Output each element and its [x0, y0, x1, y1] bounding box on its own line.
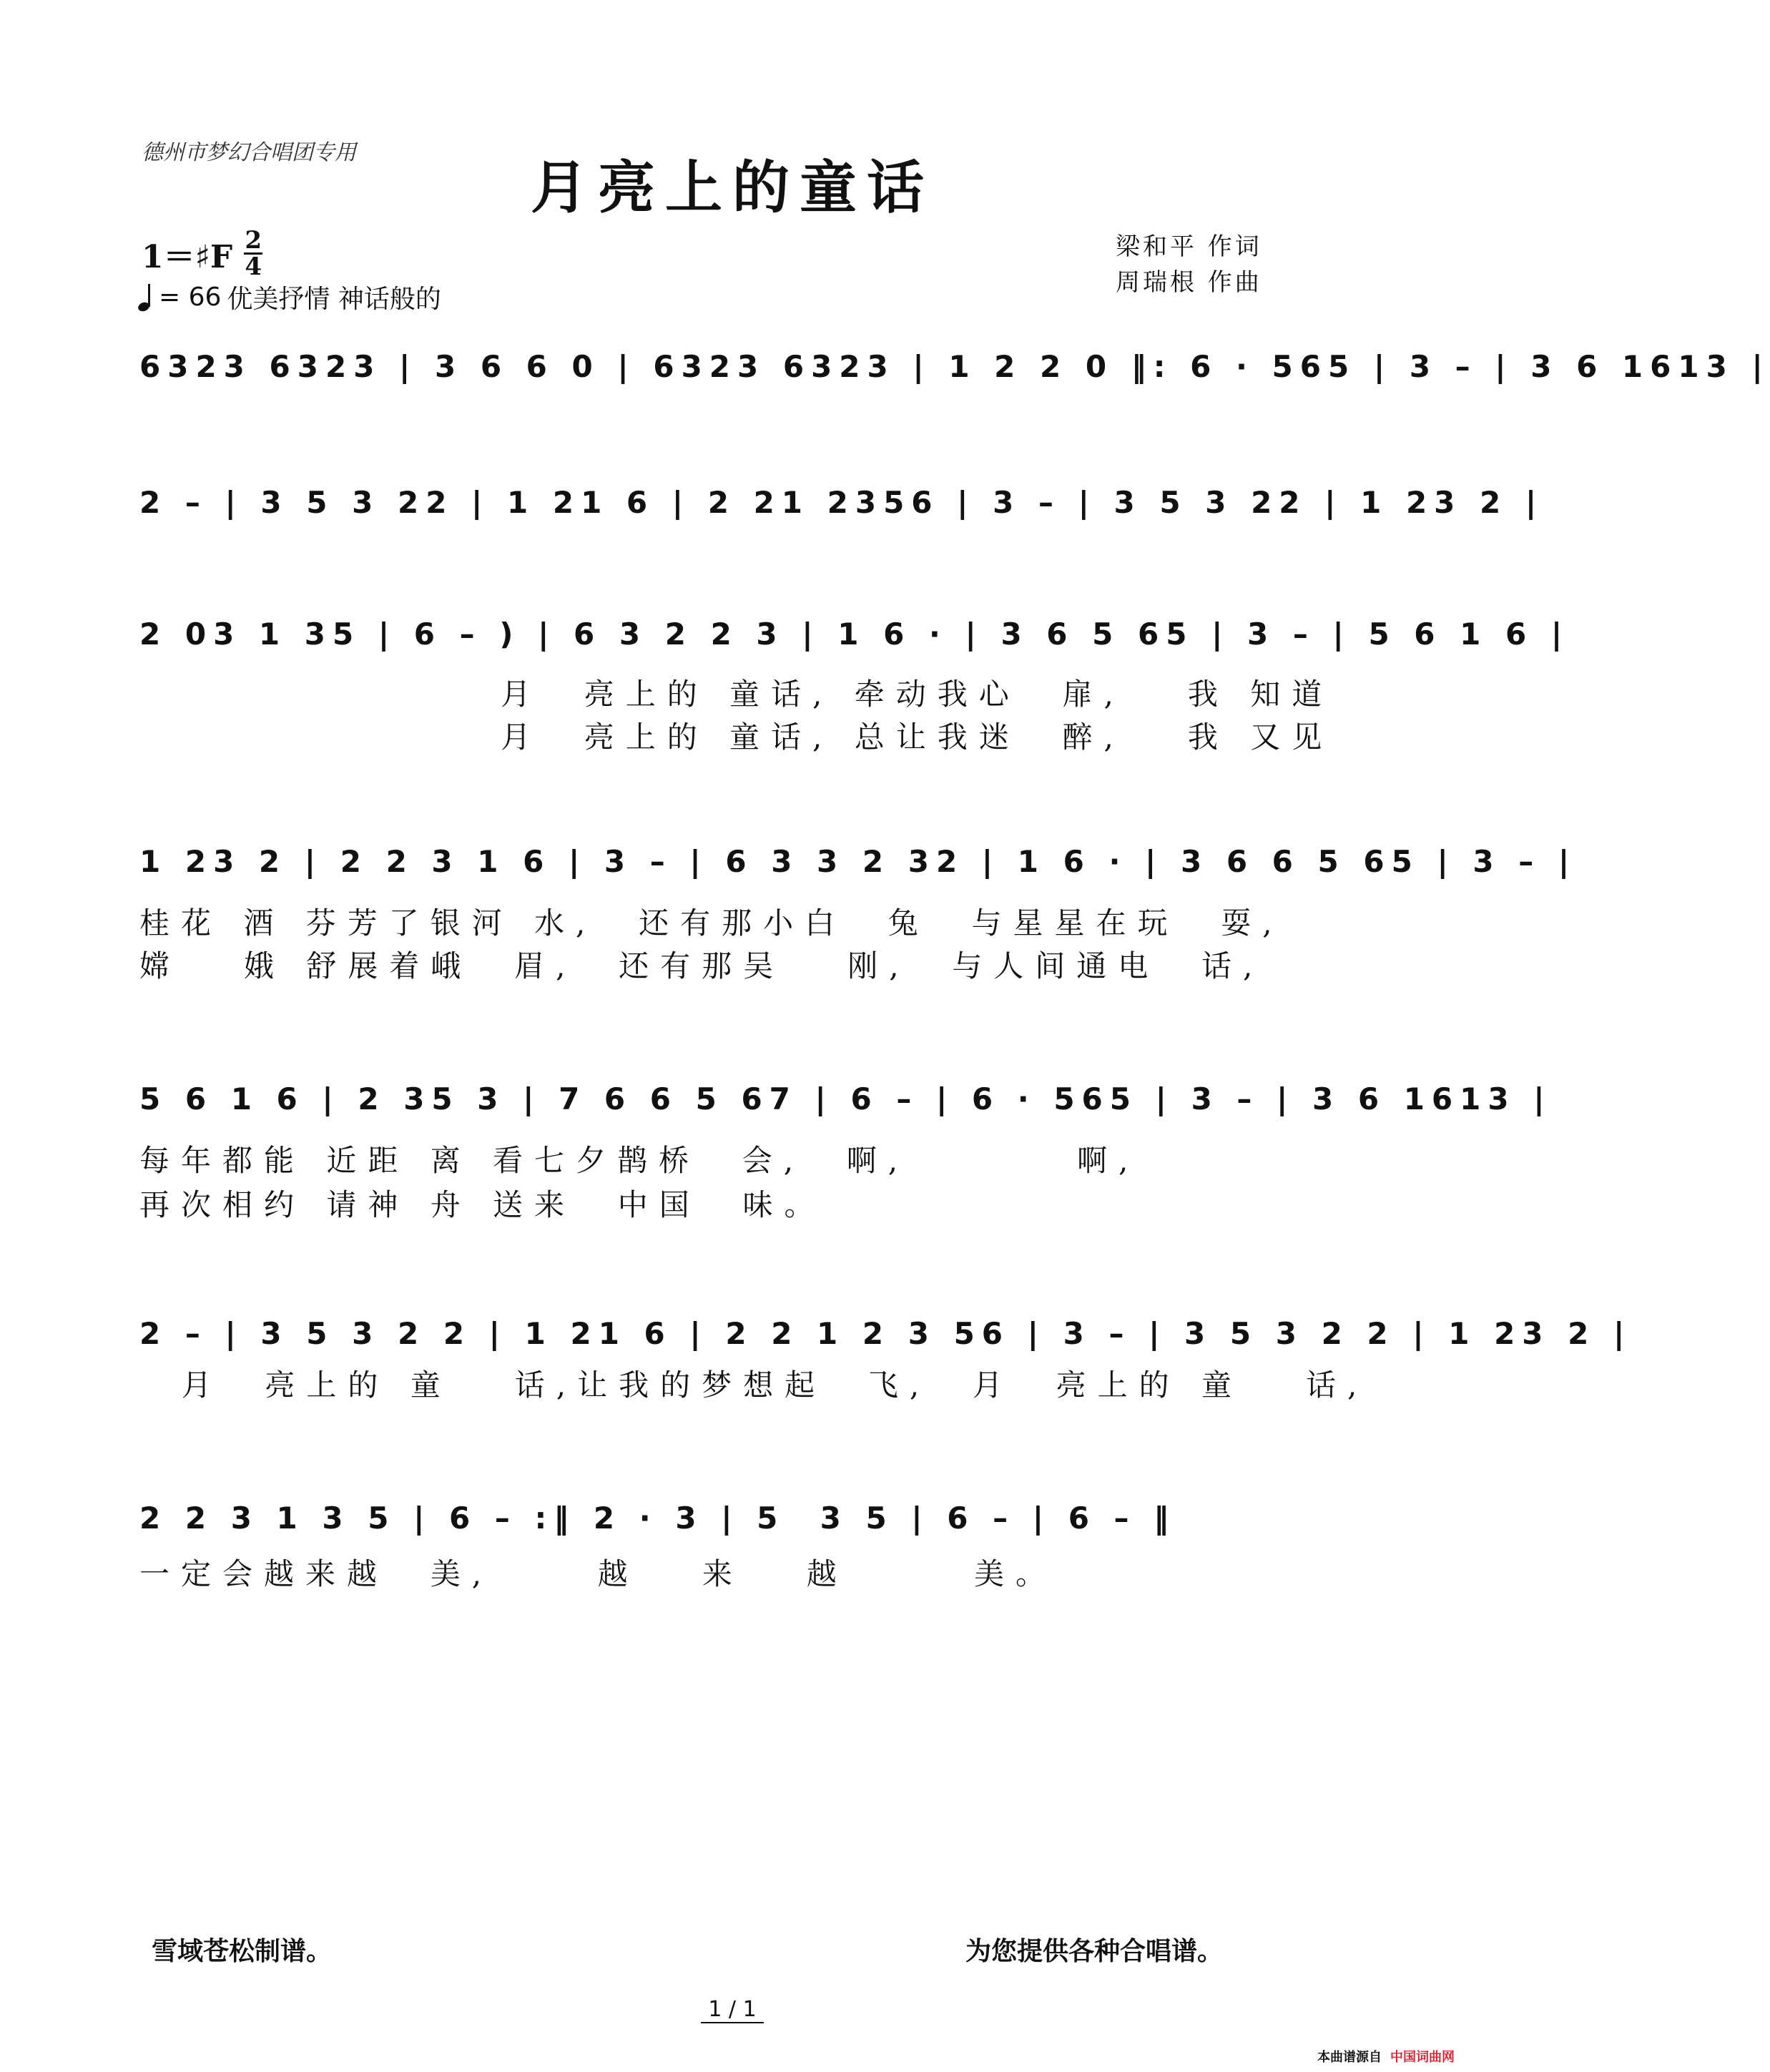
key-signature [142, 226, 262, 281]
lyric-line-4a: 桂花 酒 芬芳了银河 水, 还有那小白 兔 与星星在玩 耍, [139, 905, 1284, 941]
lyric-line-4b: 嫦 娥 舒展着峨 眉, 还有那吴 刚, 与人间通电 话, [139, 948, 1264, 983]
notes-line-6: 2 – | 3 5 3 2 2 | 1 21 6 | 2 2 1 2 3 56 | 3 – | 3 5 3 2 2 | 1 23 2 | [139, 1316, 1632, 1351]
arranger-note: 雪域苍松制谱。 [152, 1936, 333, 1966]
song-title: 月亮上的童话 [531, 154, 934, 221]
quarter-note-icon [137, 283, 153, 313]
notes-line-7: 2 2 3 1 3 5 | 6 – :‖ 2 · 3 | 5 3 5 | 6 – | 6 – ‖ [139, 1501, 1176, 1536]
notes-line-2: 2 – | 3 5 3 22 | 1 21 6 | 2 21 2356 | 3 – | 3 5 3 22 | 1 23 2 | [139, 485, 1544, 520]
tempo-text: 优美抒情 神话般的 [227, 285, 441, 314]
lyric-line-6: 月 亮上的 童 话,让我的梦想起 飞, 月 亮上的 童 话, [139, 1368, 1369, 1403]
notes-line-1: 6323 6323 | 3 6 6 0 | 6323 6323 | 1 2 2 0 ‖: 6 · 565 | 3 – | 3 6 1613 | [139, 349, 1770, 384]
score-line-1 [139, 349, 1770, 413]
lyric-line-3b: 月 亮上的 童话, 总让我迷 醉, 我 又见 [501, 720, 1334, 755]
meter-top: 2 [245, 226, 262, 255]
lyric-line-5a: 每年都能 近距 离 看七夕鹊桥 会, 啊, 啊, [139, 1143, 1140, 1178]
page-number: 1 / 1 [0, 1997, 1465, 2023]
notes-line-4: 1 23 2 | 2 2 3 1 6 | 3 – | 6 3 3 2 32 | 1 6 · | 3 6 6 5 65 | 3 – | [139, 844, 1577, 879]
notes-line-5: 5 6 1 6 | 2 35 3 | 7 6 6 5 67 | 6 – | 6 · 565 | 3 – | 3 6 1613 | [139, 1081, 1552, 1116]
troupe-label: 德州市梦幻合唱团专用 [142, 140, 356, 165]
lyric-line-7: 一定会越来越 美, 越 来 越 美。 [139, 1556, 1058, 1591]
meter-bottom: 4 [245, 252, 262, 281]
notes-line-3: 2 03 1 35 | 6 – ) | 6 3 2 2 3 | 1 6 · | 3 6 5 65 | 3 – | 5 6 1 6 | [139, 617, 1570, 652]
offer-note: 为您提供各种合唱谱。 [965, 1936, 1224, 1966]
score-line-4 [139, 844, 1577, 908]
lyric-line-5b: 再次相约 请神 舟 送来 中国 味。 [139, 1187, 826, 1222]
time-signature [244, 226, 262, 281]
source-label: 本曲谱源自 [1317, 2050, 1382, 2065]
lyric-line-3a: 月 亮上的 童话, 牵动我心 扉, 我 知道 [501, 677, 1334, 712]
source-site[interactable]: 中国词曲网 [1390, 2050, 1455, 2065]
credits [1116, 229, 1262, 300]
tempo-marking [137, 279, 441, 315]
score-line-5 [139, 1081, 1552, 1146]
key-label: 1＝♯F [142, 238, 233, 275]
source-credit [1317, 2047, 1455, 2066]
score-line-2 [139, 485, 1544, 549]
lyricist: 梁和平 作词 [1116, 232, 1262, 261]
composer: 周瑞根 作曲 [1116, 268, 1262, 297]
tempo-value: = 66 [159, 283, 222, 312]
